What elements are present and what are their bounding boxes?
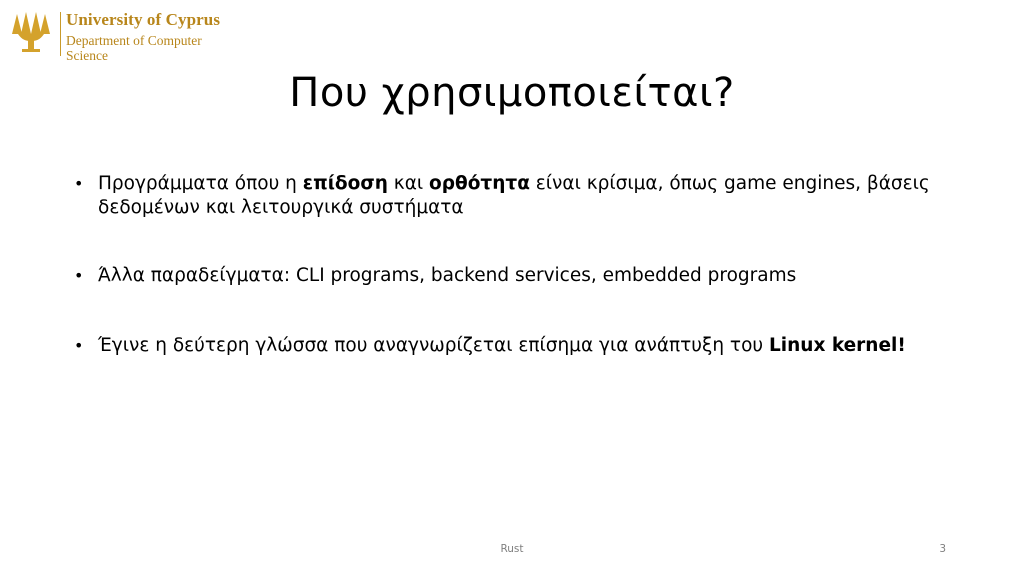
logo-divider <box>60 12 61 56</box>
bullet-glyph: • <box>74 266 84 285</box>
bullet-text: και <box>387 173 430 194</box>
bullet-item <box>74 264 954 288</box>
bullet-bold-text: Linux kernel! <box>768 335 906 356</box>
cypress-tree-emblem-icon <box>8 8 54 54</box>
bullet-text: Έγινε η δεύτερη γλώσσα που αναγνωρίζεται επίσημα για ανάπτυξη του <box>98 335 769 356</box>
bullet-bold-text: επίδοση <box>302 173 388 194</box>
footer-label: Rust <box>500 543 524 555</box>
bullet-text: Άλλα παραδείγματα: CLI programs, backend services, embedded programs <box>98 265 797 286</box>
logo-text <box>66 10 220 64</box>
bullet-glyph: • <box>74 336 84 355</box>
bullet-item <box>74 172 954 220</box>
university-logo <box>8 8 228 70</box>
university-name: University of Cyprus <box>66 10 221 29</box>
bullet-text: είναι κρίσιμα, όπως game engines, βάσεις δεδομένων και λειτουργικά συστήματα <box>98 173 930 218</box>
bullet-text: Προγράμματα όπου η <box>98 173 303 194</box>
bullet-item <box>74 334 954 358</box>
bullet-glyph: • <box>74 174 84 193</box>
slide-title: Που χρησιμοποιείται? <box>289 70 735 116</box>
bullet-list <box>74 172 954 358</box>
bullet-bold-text: ορθότητα <box>429 173 530 194</box>
page-number: 3 <box>939 543 946 555</box>
department-name-line1: Department of Computer <box>66 32 202 48</box>
department-name-line2: Science <box>66 48 108 64</box>
